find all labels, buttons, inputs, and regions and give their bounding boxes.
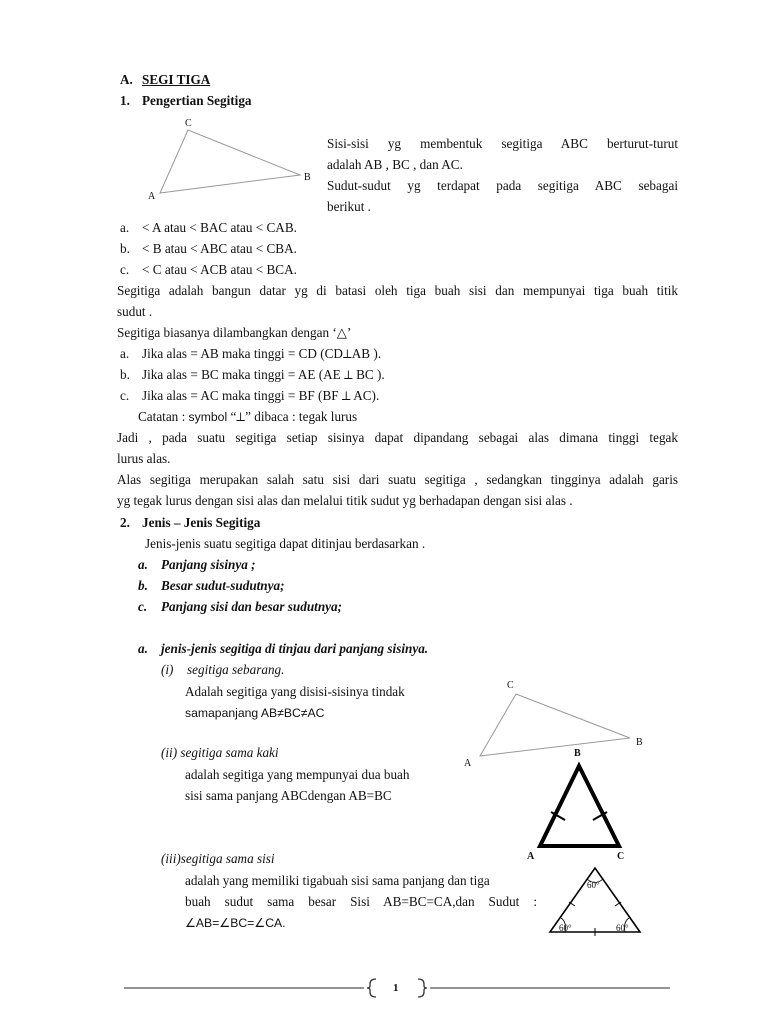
type-description: samapanjang AB≠BC≠AC xyxy=(185,706,325,720)
definition-line: sudut . xyxy=(117,304,153,319)
vertex-label-c: C xyxy=(185,118,192,129)
paragraph-line: adalah AB , BC , dan AC. xyxy=(327,157,463,172)
note-line xyxy=(138,409,357,425)
type-description: ∠AB=∠BC=∠CA. xyxy=(185,916,286,930)
triangle-figure-isosceles xyxy=(530,760,640,855)
paragraph-line: Alas segitiga merupakan salah satu sisi dari suatu segitiga , sedangkan tingginya adalah garis xyxy=(117,472,678,487)
angle-item: < C atau < ACB atau < BCA. xyxy=(142,262,297,277)
subsection-number: 2. xyxy=(120,515,130,530)
type-description: sisi sama panjang ABCdengan AB=BC xyxy=(185,788,392,803)
angle-label-left: 60° xyxy=(559,923,572,933)
type-description: adalah yang memiliki tigabuah sisi sama panjang dan tiga xyxy=(185,873,490,888)
paragraph-line: Sudut-sudut yg terdapat pada segitiga ABC sebagai xyxy=(327,178,678,193)
angle-label-right: 60° xyxy=(616,923,629,933)
type-title: (ii) segitiga sama kaki xyxy=(161,745,279,760)
height-item: Jika alas = AB maka tinggi = CD (CD⟂AB ). xyxy=(142,346,382,361)
paragraph-line: berikut . xyxy=(327,199,371,214)
subsection-number: 1. xyxy=(120,93,130,108)
type-title: segitiga sebarang. xyxy=(187,662,285,677)
subsection-title: Jenis – Jenis Segitiga xyxy=(142,515,261,530)
list-marker: c. xyxy=(120,388,130,403)
vertex-label-b: B xyxy=(574,748,581,759)
type-description: adalah segitiga yang mempunyai dua buah xyxy=(185,767,410,782)
list-marker: c. xyxy=(120,262,130,277)
sub-heading: jenis-jenis segitiga di tinjau dari panjang sisinya. xyxy=(161,641,429,656)
list-marker: b. xyxy=(120,367,130,382)
type-title: (iii)segitiga sama sisi xyxy=(161,851,275,866)
note-text: “⟂” dibaca : tegak lurus xyxy=(227,409,358,424)
criteria-item: Panjang sisinya ; xyxy=(161,557,256,572)
vertex-label-c: C xyxy=(507,680,514,691)
height-item: Jika alas = AC maka tinggi = BF (BF ⟂ AC). xyxy=(142,388,380,403)
subsection-title: Pengertian Segitiga xyxy=(142,93,252,108)
list-marker: a. xyxy=(138,641,148,656)
type-description: buah sudut sama besar Sisi AB=BC=CA,dan Sudut : xyxy=(185,894,537,909)
angle-label-top: 60° xyxy=(587,880,600,890)
vertex-label-a: A xyxy=(148,191,156,202)
list-marker: b. xyxy=(120,241,130,256)
paragraph-line: Jadi , pada suatu segitiga setiap sisinya dapat dipandang sebagai alas dimana tinggi tegak xyxy=(117,430,678,445)
vertex-label-b: B xyxy=(636,737,643,748)
symbol-line: Segitiga biasanya dilambangkan dengan ‘△’ xyxy=(117,325,352,340)
type-description: Adalah segitiga yang disisi-sisinya tindak xyxy=(185,684,405,699)
vertex-label-b: B xyxy=(304,172,311,183)
list-marker: a. xyxy=(138,557,148,572)
paragraph-line: lurus alas. xyxy=(117,451,171,466)
angle-item: < B atau < ABC atau < CBA. xyxy=(142,241,297,256)
intro-line: Jenis-jenis suatu segitiga dapat ditinjau berdasarkan . xyxy=(145,536,426,551)
note-label: Catatan : xyxy=(138,409,189,424)
vertex-label-a: A xyxy=(464,758,472,769)
page-number: 1 xyxy=(393,982,399,994)
list-marker: b. xyxy=(138,578,148,593)
paragraph-line: yg tegak lurus dengan sisi alas dan melalui titik sudut yg berhadapan dengan sisi alas . xyxy=(117,493,573,508)
height-item: Jika alas = BC maka tinggi = AE (AE ⟂ BC ). xyxy=(142,367,385,382)
vertex-label-c: C xyxy=(617,851,625,862)
angle-item: < A atau < BAC atau < CAB. xyxy=(142,220,297,235)
vertex-label-a: A xyxy=(527,851,535,862)
definition-line: Segitiga adalah bangun datar yg di batasi oleh tiga buah sisi dan mempunyai tiga buah titik xyxy=(117,283,678,298)
triangle-figure-scalene xyxy=(470,680,640,770)
triangle-figure-abc xyxy=(140,115,320,215)
list-marker: a. xyxy=(120,346,130,361)
criteria-item: Besar sudut-sudutnya; xyxy=(161,578,285,593)
section-title: SEGI TIGA xyxy=(142,72,211,87)
note-symbol-word: symbol xyxy=(188,410,228,424)
list-marker: a. xyxy=(120,220,130,235)
type-marker: (i) xyxy=(161,662,174,677)
paragraph-line: Sisi-sisi yg membentuk segitiga ABC berturut-turut xyxy=(327,136,678,151)
list-marker: c. xyxy=(138,599,148,614)
section-number: A. xyxy=(120,72,133,87)
criteria-item: Panjang sisi dan besar sudutnya; xyxy=(161,599,343,614)
